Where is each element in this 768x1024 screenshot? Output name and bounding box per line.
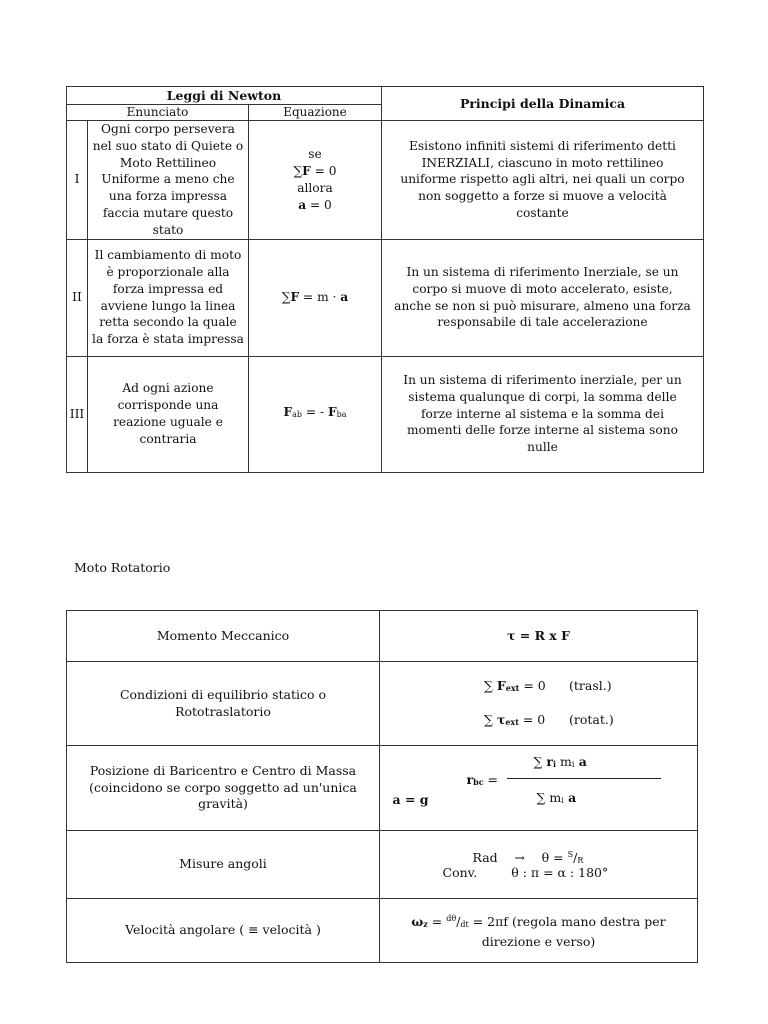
subscript-ab: ab [292, 410, 303, 420]
eq-sign: = [427, 914, 447, 929]
force-symbol: F [283, 405, 293, 420]
fraction-denominator [537, 790, 577, 810]
row-label: Condizioni di equilibrio statico o Rototraslatorio [67, 662, 380, 746]
eq-allora: allora [297, 180, 333, 195]
subscript-ba: ba [336, 410, 347, 420]
law-equation [249, 356, 382, 472]
row-baricentro [67, 746, 698, 831]
omega-symbol: ω [411, 914, 424, 929]
slash: / [456, 914, 461, 929]
force-symbol: F [290, 290, 300, 305]
eq-sign: = [483, 772, 499, 787]
superscript-s: S [567, 849, 574, 859]
r-symbol: r [546, 754, 553, 769]
sum-symbol: ∑ [293, 163, 303, 178]
subscript-r: R [577, 855, 584, 865]
row-formula [380, 899, 698, 963]
eq-mass-times: = m · [299, 290, 341, 305]
row-misure-angoli [67, 831, 698, 899]
force-symbol: F [327, 405, 337, 420]
theta-eq: θ = [541, 849, 568, 865]
arrow-right-icon: → [514, 849, 525, 865]
equilibrium-translational [388, 678, 689, 696]
newton-row-third-law [67, 356, 704, 472]
force-symbol: F [496, 677, 506, 693]
rad-label: Rad [472, 849, 498, 865]
angular-velocity-text: = 2πf (regola mano destra per direzione e verso) [468, 914, 666, 949]
subheader-equazione: Equazione [249, 105, 382, 121]
subscript-i: i [553, 759, 557, 769]
subheader-enunciato: Enunciato [67, 105, 249, 121]
row-label: Misure angoli [67, 831, 380, 899]
header-leggi-di-newton: Leggi di Newton [67, 87, 382, 105]
section-title: Moto Rotatorio [74, 560, 171, 575]
eq-se: se [308, 147, 322, 162]
row-formula [380, 662, 698, 746]
superscript-dtheta: dθ [446, 914, 457, 923]
newton-row-first-law [67, 121, 704, 240]
subscript-i: i [561, 796, 564, 805]
law-equation [249, 239, 382, 356]
row-condizioni-equilibrio [67, 662, 698, 746]
force-symbol: F [302, 163, 311, 178]
sum-mass: ∑ m [536, 790, 562, 805]
acceleration-symbol: a [340, 290, 349, 305]
formula-sum-fext [484, 678, 546, 697]
fraction-bar [507, 778, 661, 779]
mass-symbol: m [556, 754, 572, 769]
sum-symbol: ∑ [533, 754, 547, 769]
tag-rotat: (rotat.) [569, 711, 614, 727]
row-label: Posizione di Baricentro e Centro di Massa (coincidono se corpo soggetto ad un'unica gravità) [67, 746, 380, 831]
eq-minus: = - [302, 405, 328, 420]
acceleration-symbol: a [574, 754, 587, 769]
header-principi-dinamica: Principi della Dinamica [382, 87, 704, 121]
law-numeral: III [67, 356, 88, 472]
eq-zero: = 0 [518, 711, 546, 727]
principle-text: In un sistema di riferimento inerziale, per un sistema qualunque di corpi, la somma delle forze interne al sistema e la somma dei momenti delle forze interne al sistema sono nulle [382, 356, 704, 472]
newton-header-row [67, 87, 704, 105]
slash: / [573, 849, 578, 865]
row-formula: τ = R x F [380, 611, 698, 662]
formula-sum-tauext [484, 712, 545, 731]
principle-text: Esistono infiniti sistemi di riferimento detti INERZIALI, ciascuno in moto rettilineo uniforme rispetto agli altri, nei quali un corpo non soggetto a forze si muove a velocità costante [382, 121, 704, 240]
conversion-line [443, 865, 609, 882]
sum-symbol: ∑ [281, 290, 291, 305]
row-velocita-angolare [67, 899, 698, 963]
conversion-formula: θ : π = α : 180° [511, 864, 609, 880]
law-statement: Il cambiamento di moto è proporzionale alla forza impressa ed avviene lungo la linea retta secondo la quale la forza è stata impressa [88, 239, 249, 356]
subscript-i: i [571, 760, 575, 769]
newton-laws-table [66, 86, 704, 473]
conv-label: Conv. [442, 864, 478, 880]
row-formula [380, 831, 698, 899]
row-label: Velocità angolare ( ≡ velocità ) [67, 899, 380, 963]
acceleration-symbol: a [563, 790, 577, 805]
eq-a-zero [253, 197, 377, 214]
sum-symbol: ∑ [484, 711, 497, 727]
angle-formulas [389, 845, 689, 885]
row-momento-meccanico [67, 611, 698, 662]
fraction-numerator [534, 754, 587, 774]
tag-trasl: (trasl.) [569, 677, 612, 693]
eq-zero: = 0 [310, 163, 337, 178]
row-label: Momento Meccanico [67, 611, 380, 662]
eq-sum-f [253, 163, 377, 180]
sum-symbol: ∑ [484, 677, 497, 693]
subscript-dt: dt [460, 920, 469, 929]
r-symbol: r [466, 772, 474, 787]
equilibrium-rotational [388, 712, 689, 730]
row-formula [380, 746, 698, 831]
acceleration-symbol: a [298, 197, 307, 212]
rotational-motion-table [66, 610, 698, 963]
subscript-z: z [423, 919, 428, 929]
newton-row-second-law [67, 239, 704, 356]
law-equation [249, 121, 382, 240]
law-numeral: I [67, 121, 88, 240]
a-equals-g: a = g [392, 792, 429, 807]
subscript-ext: ext [505, 682, 520, 693]
law-statement: Ogni corpo persevera nel suo stato di Quiete o Moto Rettilineo Uniforme a meno che una forza impressa faccia mutare questo stato [88, 121, 249, 240]
barycenter-formula [389, 750, 689, 826]
r-bc-symbol [467, 772, 499, 791]
law-numeral: II [67, 239, 88, 356]
eq-zero: = 0 [306, 197, 332, 212]
subscript-ext: ext [505, 716, 519, 727]
principle-text: In un sistema di riferimento Inerziale, se un corpo si muove di moto accelerato, esiste, anche se non si può misurare, almeno una forza responsabile di tale accelerazione [382, 239, 704, 356]
subscript-bc: bc [473, 777, 484, 787]
torque-symbol: τ [496, 711, 506, 727]
eq-zero: = 0 [519, 677, 546, 693]
law-statement: Ad ogni azione corrisponde una reazione uguale e contraria [88, 356, 249, 472]
